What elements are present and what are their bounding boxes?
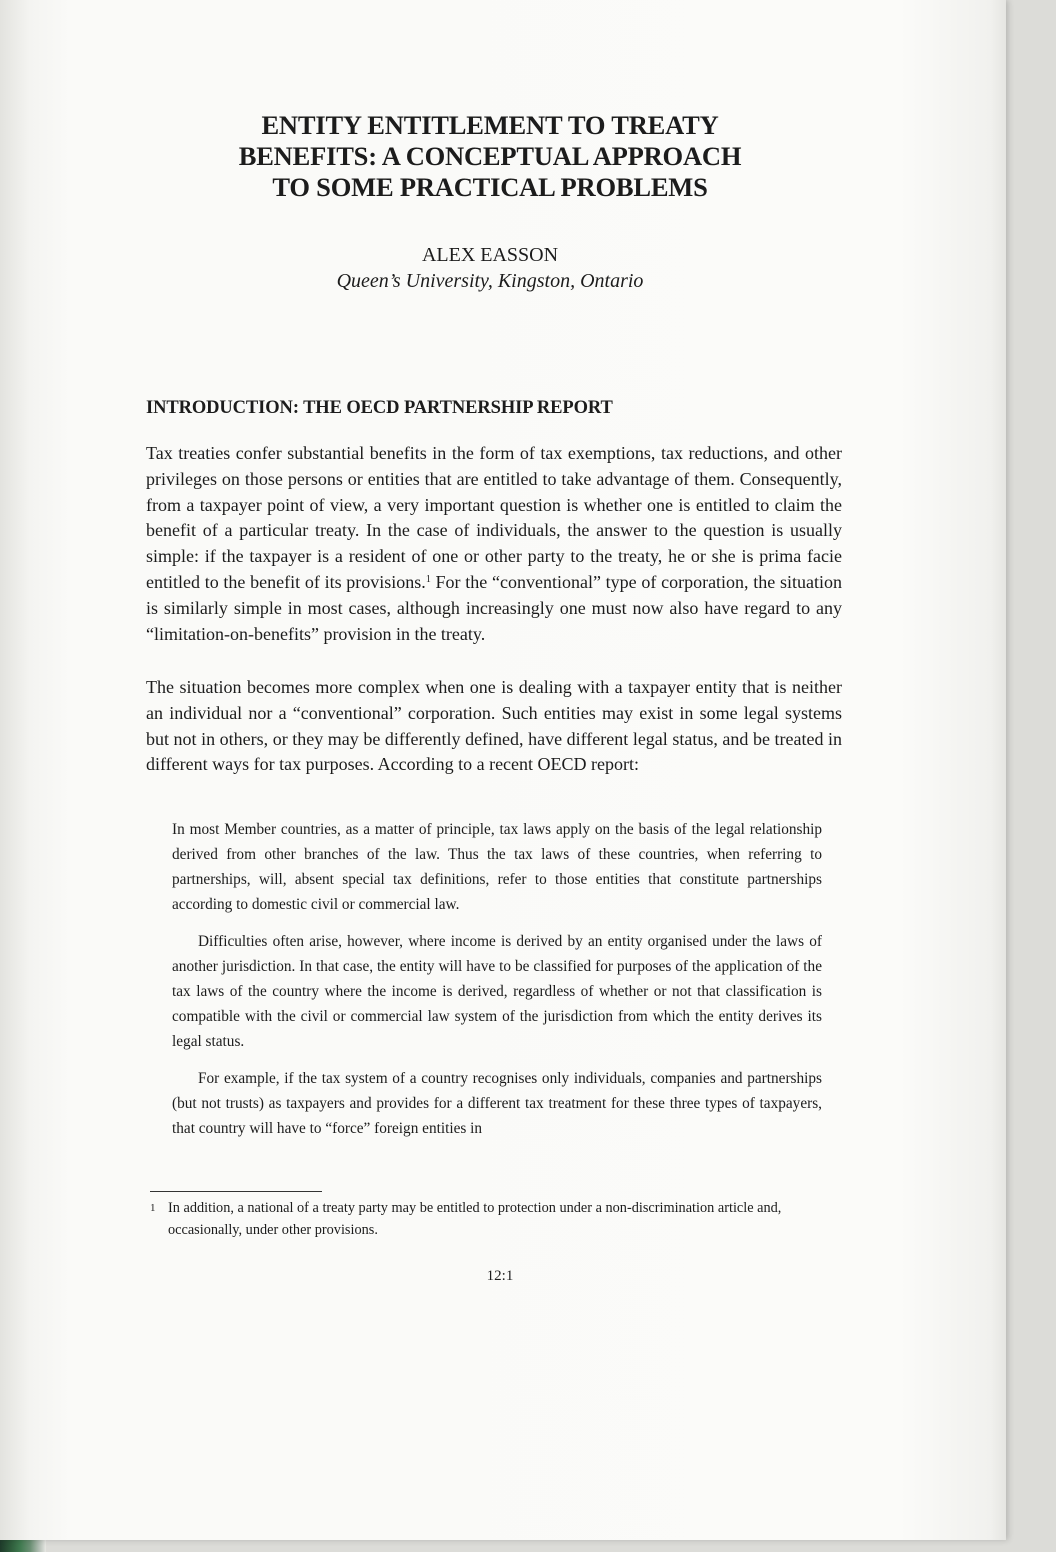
footnote-number: 1 — [150, 1202, 156, 1214]
author-name: ALEX EASSON — [421, 244, 559, 266]
block-quote-paragraph-1: In most Member countries, as a matter of principle, tax laws apply on the basis of the legal relationship derived from other branches of the law. Thus the tax laws of these countries, when referring to partnerships, will, absent special tax definitions, refer to those entities that constitute partnerships according to domestic civil or commercial law. — [172, 821, 822, 913]
footnote-divider — [150, 1191, 322, 1192]
block-quote-paragraph-2: Difficulties often arise, however, where income is derived by an entity organised under the laws of another jurisdiction. In that case, the entity will have to be classified for purposes of the application of the tax laws of the country where the income is derived, regardless of whether or not that classification is compatible with the civil or commercial law system of the jurisdiction from which the entity derives its legal status. — [172, 933, 822, 1050]
page-number: 12:1 — [486, 1268, 514, 1284]
paragraph-1-text-b: For the “conventional” type of corporation, the situation is similarly simple in most cases, although increasingly one must now also have regard to any “limitation-on-benefits” provision in the treaty. — [146, 571, 842, 644]
footnote-text: In addition, a national of a treaty party may be entitled to protection under a non-discrimination article and, occasionally, under other provisions. — [168, 1200, 782, 1238]
author-affiliation: Queen’s University, Kingston, Ontario — [336, 270, 644, 292]
body-paragraph-2: The situation becomes more complex when one is dealing with a taxpayer entity that is neither an individual nor a “conventional” corporation. Such entities may exist in some legal systems but not in others, or they may be differently defined, have different legal status, and be treated in different ways for tax purposes. According to a recent OECD report: — [146, 677, 842, 775]
title-line-1: ENTITY ENTITLEMENT TO TREATY — [261, 110, 719, 140]
footnote-reference: 1 — [425, 573, 431, 585]
section-heading: INTRODUCTION: THE OECD PARTNERSHIP REPORT — [146, 398, 613, 418]
title-line-3: TO SOME PRACTICAL PROBLEMS — [272, 172, 708, 202]
block-quote-paragraph-3: For example, if the tax system of a country recognises only individuals, companies and partnerships (but not trusts) as taxpayers and provides for a different tax treatment for these three types of taxpayers, that country will have to “force” foreign entities in — [172, 1070, 822, 1137]
paragraph-1-text-a: Tax treaties confer substantial benefits in the form of tax exemptions, tax reductions, and other privileges on those persons or entities that are entitled to take advantage of them. Consequently, from a taxpayer point of view, a very important question is whether one is entitled to claim the benefit of a particular treaty. In the case of individuals, the answer to the question is usually simple: if the taxpayer is a resident of one or other party to the treaty, he or she is prima facie entitled to the benefit of its provisions. — [146, 443, 842, 592]
body-paragraph-1 — [146, 441, 842, 647]
article-title — [150, 110, 830, 203]
footnote — [150, 1197, 848, 1241]
title-line-2: BENEFITS: A CONCEPTUAL APPROACH — [238, 141, 742, 171]
